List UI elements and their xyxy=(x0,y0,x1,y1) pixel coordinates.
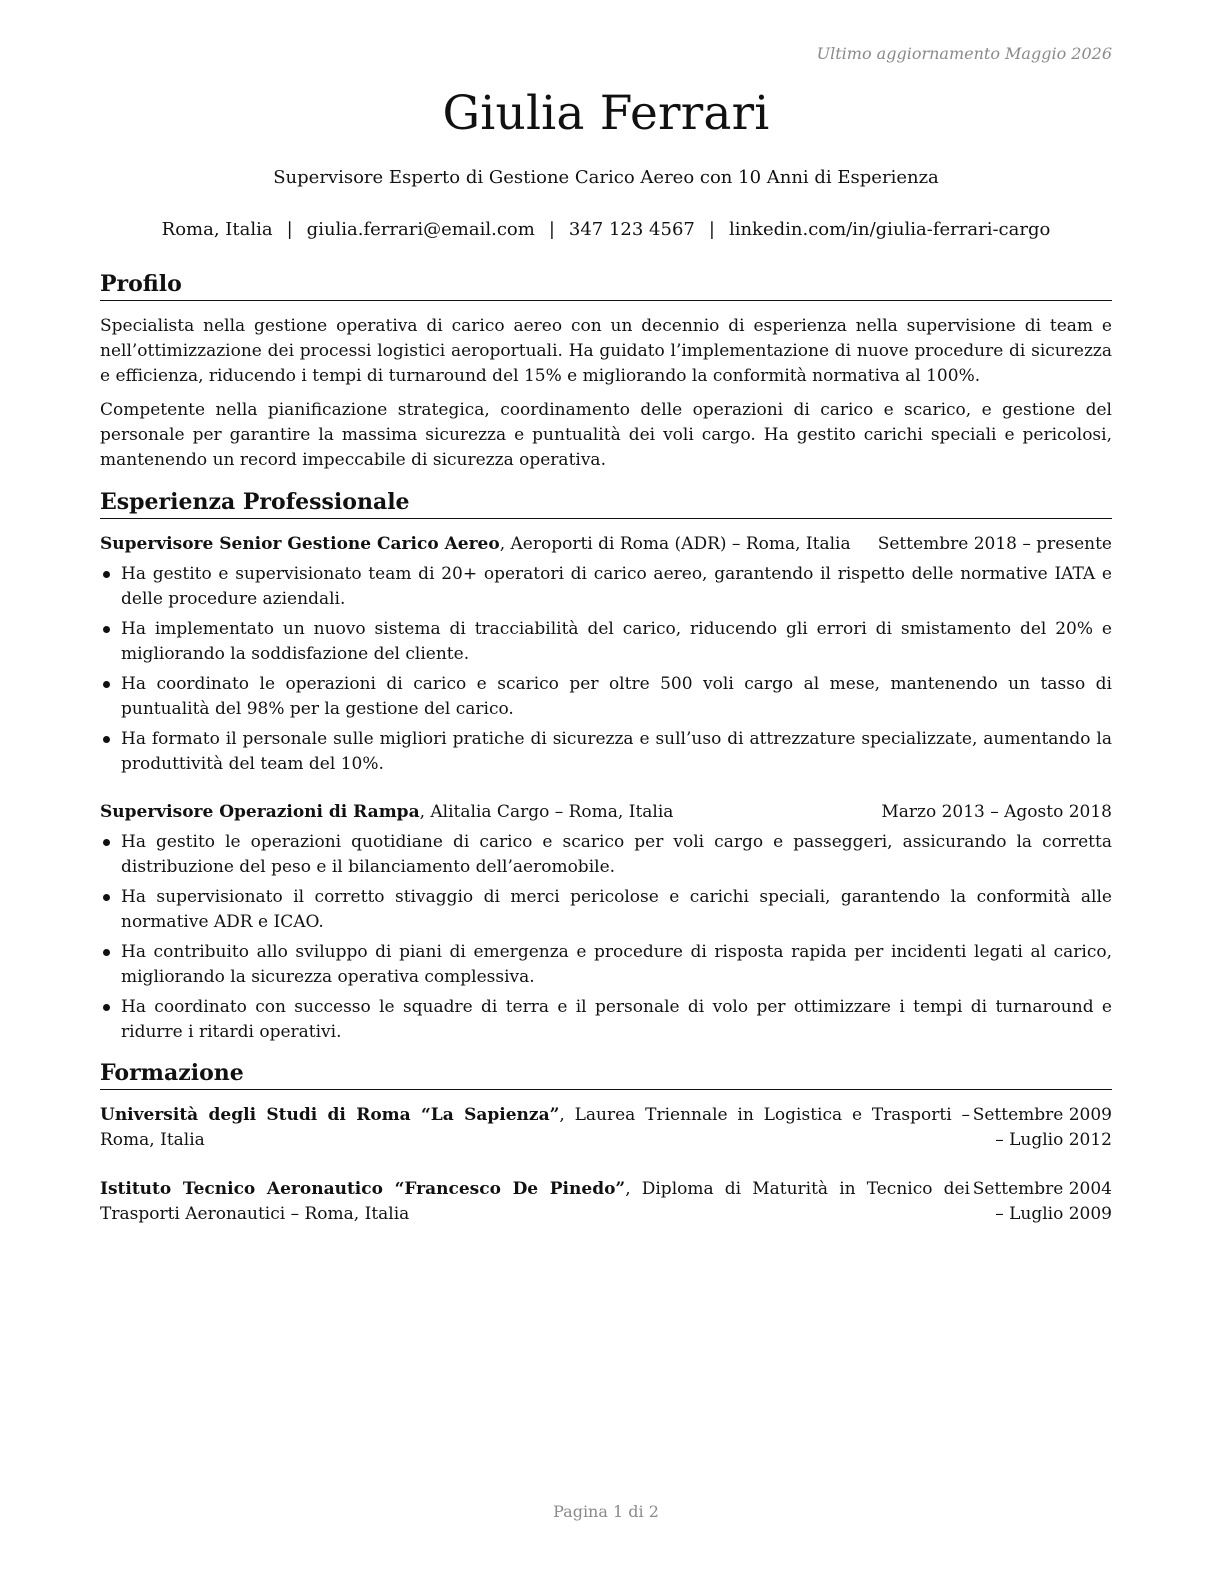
job-bullets xyxy=(100,830,1112,1050)
list-item: Ha formato il personale sulle migliori pratiche di sicurezza e sull’uso di attrezzature specializzate, aumentando la produttività del team del 10%. xyxy=(100,727,1112,777)
job-company: , Alitalia Cargo – Roma, Italia xyxy=(419,802,674,822)
list-item: Ha implementato un nuovo sistema di tracciabilità del carico, riducendo gli errori di smistamento del 20% e migliorando la soddisfazione del cliente. xyxy=(100,617,1112,667)
education-school: Istituto Tecnico Aeronautico “Francesco De Pinedo” xyxy=(100,1179,626,1199)
job-title-line xyxy=(100,800,673,825)
education-dates: Settembre 2009 – Luglio 2012 xyxy=(972,1105,1112,1150)
section-title-profile: Profilo xyxy=(100,270,1112,301)
list-item: Ha supervisionato il corretto stivaggio di merci pericolose e carichi speciali, garantendo la conformità alle normative ADR e ICAO. xyxy=(100,885,1112,935)
list-item: Ha gestito le operazioni quotidiane di carico e scarico per voli cargo e passeggeri, assicurando la corretta distribuzione del peso e il bilanciamento dell’aeromobile. xyxy=(100,830,1112,880)
education-detail: , Diploma di Maturità in Tecnico dei Trasporti Aeronautici – Roma, Italia xyxy=(100,1179,970,1224)
education-detail: , Laurea Triennale in Logistica e Trasporti – Roma, Italia xyxy=(100,1105,970,1150)
page-number: Pagina 1 di 2 xyxy=(553,1502,659,1521)
list-item: Ha coordinato le operazioni di carico e scarico per oltre 500 voli cargo al mese, mantenendo un tasso di puntualità del 98% per la gestione del carico. xyxy=(100,672,1112,722)
education-entry xyxy=(100,1103,1112,1153)
contact-linkedin[interactable]: linkedin.com/in/giulia-ferrari-cargo xyxy=(728,219,1051,240)
job-dates: Settembre 2018 – presente xyxy=(877,534,1112,554)
contact-email[interactable]: giulia.ferrari@email.com xyxy=(306,219,535,240)
education-school: Università degli Studi di Roma “La Sapienza” xyxy=(100,1105,560,1125)
education-entry xyxy=(100,1177,1112,1227)
education-school-line xyxy=(100,1177,970,1227)
job-bullets xyxy=(100,562,1112,782)
candidate-name: Giulia Ferrari xyxy=(442,86,770,141)
job-role: Supervisore Senior Gestione Carico Aereo xyxy=(100,534,500,554)
last-updated: Ultimo aggiornamento Maggio 2026 xyxy=(816,44,1112,63)
list-item: Ha contribuito allo sviluppo di piani di emergenza e procedure di risposta rapida per incidenti legati al carico, migliorando la sicurezza operativa complessiva. xyxy=(100,940,1112,990)
resume-page xyxy=(100,0,1112,1584)
list-item: Ha coordinato con successo le squadre di terra e il personale di volo per ottimizzare i tempi di turnaround e ridurre i ritardi operativi. xyxy=(100,995,1112,1045)
job-title-line xyxy=(100,532,851,557)
contact-location: Roma, Italia xyxy=(161,219,273,240)
tagline: Supervisore Esperto di Gestione Carico Aereo con 10 Anni di Esperienza xyxy=(273,167,939,188)
profile-paragraph: Competente nella pianificazione strategica, coordinamento delle operazioni di carico e scarico, e gestione del personale per garantire la massima sicurezza e puntualità dei voli cargo. Ha gestito carichi speciali e pericolosi, mantenendo un record impeccabile di sicurezza operativa. xyxy=(100,400,1112,470)
profile-paragraph: Specialista nella gestione operativa di carico aereo con un decennio di esperienza nella supervisione di team e nell’ottimizzazione dei processi logistici aeroportuali. Ha guidato l’implementazione di nuove procedure di sicurezza e efficienza, riducendo i tempi di turnaround del 15% e migliorando la conformità normativa al 100%. xyxy=(100,316,1112,386)
education-dates: Settembre 2004 – Luglio 2009 xyxy=(972,1179,1112,1224)
section-title-experience: Esperienza Professionale xyxy=(100,488,1112,519)
education-school-line xyxy=(100,1103,970,1153)
contact-phone[interactable]: 347 123 4567 xyxy=(568,219,695,240)
job-header xyxy=(100,532,1112,557)
contact-separator: | xyxy=(708,219,715,240)
contact-separator: | xyxy=(286,219,293,240)
job-dates: Marzo 2013 – Agosto 2018 xyxy=(881,802,1112,822)
contact-line xyxy=(100,219,1112,240)
contact-separator: | xyxy=(548,219,555,240)
job-company: , Aeroporti di Roma (ADR) – Roma, Italia xyxy=(499,534,851,554)
job-role: Supervisore Operazioni di Rampa xyxy=(100,802,420,822)
list-item: Ha gestito e supervisionato team di 20+ operatori di carico aereo, garantendo il rispetto delle normative IATA e delle procedure aziendali. xyxy=(100,562,1112,612)
job-header xyxy=(100,800,1112,825)
section-title-education: Formazione xyxy=(100,1059,1112,1090)
